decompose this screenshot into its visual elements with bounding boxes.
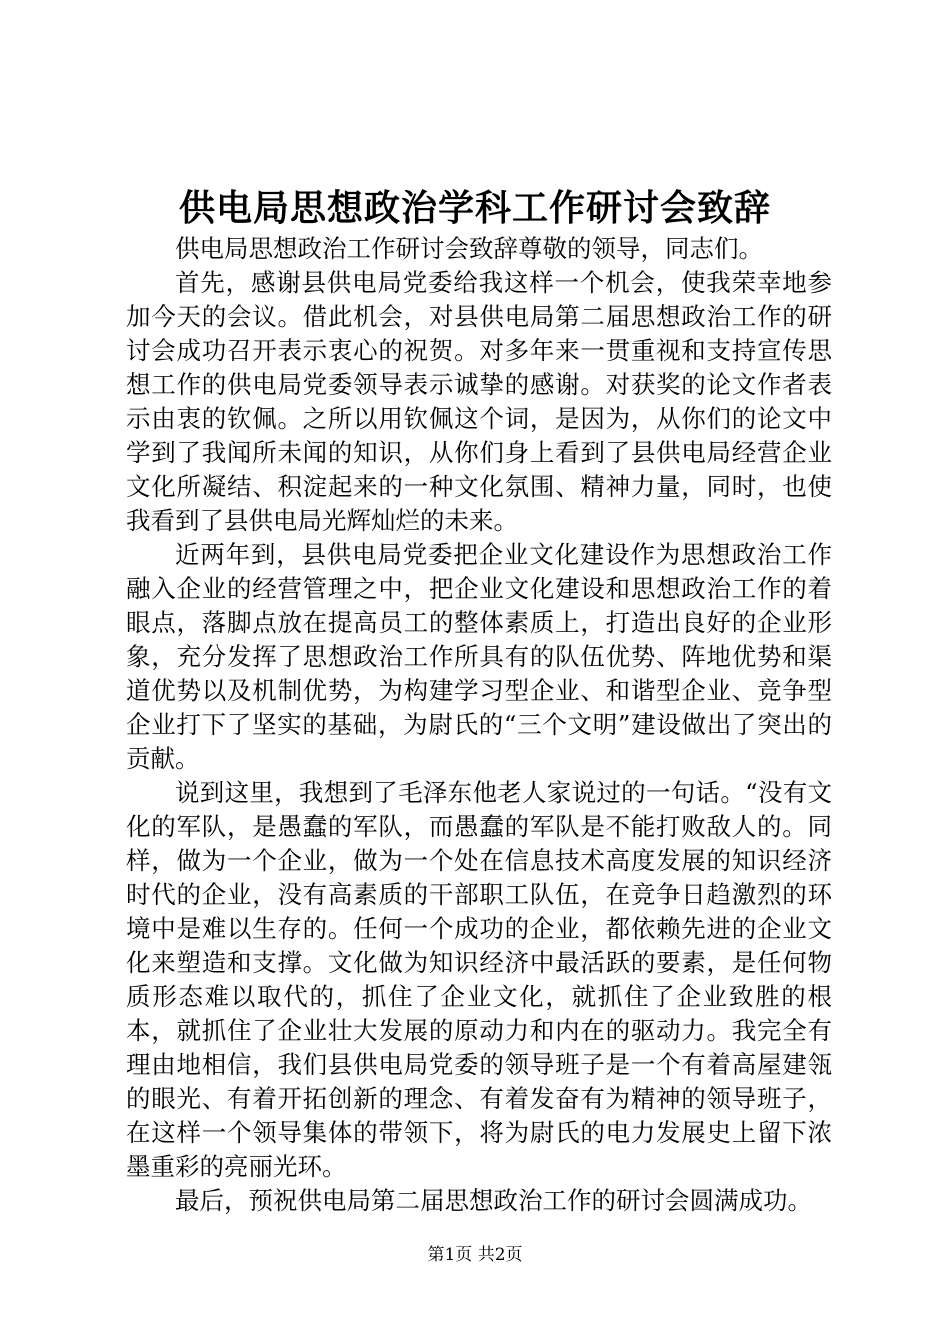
paragraph-closing: 最后，预祝供电局第二届思想政治工作的研讨会圆满成功。 bbox=[175, 1186, 812, 1215]
paragraph-greeting: 供电局思想政治工作研讨会致辞尊敬的领导，同志们。 bbox=[175, 234, 763, 263]
paragraph-quote: 说到这里，我想到了毛泽东他老人家说过的一句话。“没有文化的军队，是愚蠢的军队，而愚蠢的军队是不能打败敌人的。同样，做为一个企业，做为一个处在信息技术高度发展的知识经济时代的企业，没有高素质的干部职工队伍，在竞争日趋激烈的环境中是难以生存的。任何一个成功的企业，都依赖先进的企业文化来塑造和支撑。文化做为知识经济中最活跃的要素，是任何物质形态难以取代的，抓住了企业文化，就抓住了企业致胜的根本，就抓住了企业壮大发展的原动力和内在的驱动力。我完全有理由地相信，我们县供电局党委的领导班子是一个有着高屋建瓴的眼光、有着开拓创新的理念、有着发奋有为精神的领导班子，在这样一个领导集体的带领下，将为尉氏的电力发展史上留下浓墨重彩的亮丽光环。 bbox=[126, 778, 832, 1181]
document-title: 供电局思想政治学科工作研讨会致辞 bbox=[178, 187, 771, 229]
paragraph-achievements: 近两年到，县供电局党委把企业文化建设作为思想政治工作融入企业的经营管理之中，把企业文化建设和思想政治工作的着眼点，落脚点放在提高员工的整体素质上，打造出良好的企业形象，充分发挥了思想政治工作所具有的队伍优势、阵地优势和渠道优势以及机制优势，为构建学习型企业、和谐型企业、竞争型企业打下了坚实的基础，为尉氏的“三个文明”建设做出了突出的贡献。 bbox=[126, 540, 832, 773]
paragraph-thanks: 首先，感谢县供电局党委给我这样一个机会，使我荣幸地参加今天的会议。借此机会，对县供电局第二届思想政治工作的研讨会成功召开表示衷心的祝贺。对多年来一贯重视和支持宣传思想工作的供电局党委领导表示诚挚的感谢。对获奖的论文作者表示由衷的钦佩。之所以用钦佩这个词，是因为，从你们的论文中学到了我闻所未闻的知识，从你们身上看到了县供电局经营企业文化所凝结、积淀起来的一种文化氛围、精神力量，同时，也使我看到了县供电局光辉灿烂的未来。 bbox=[126, 268, 832, 535]
page-number-footer: 第1页 共2页 bbox=[427, 1245, 523, 1265]
document-body bbox=[126, 232, 832, 1218]
